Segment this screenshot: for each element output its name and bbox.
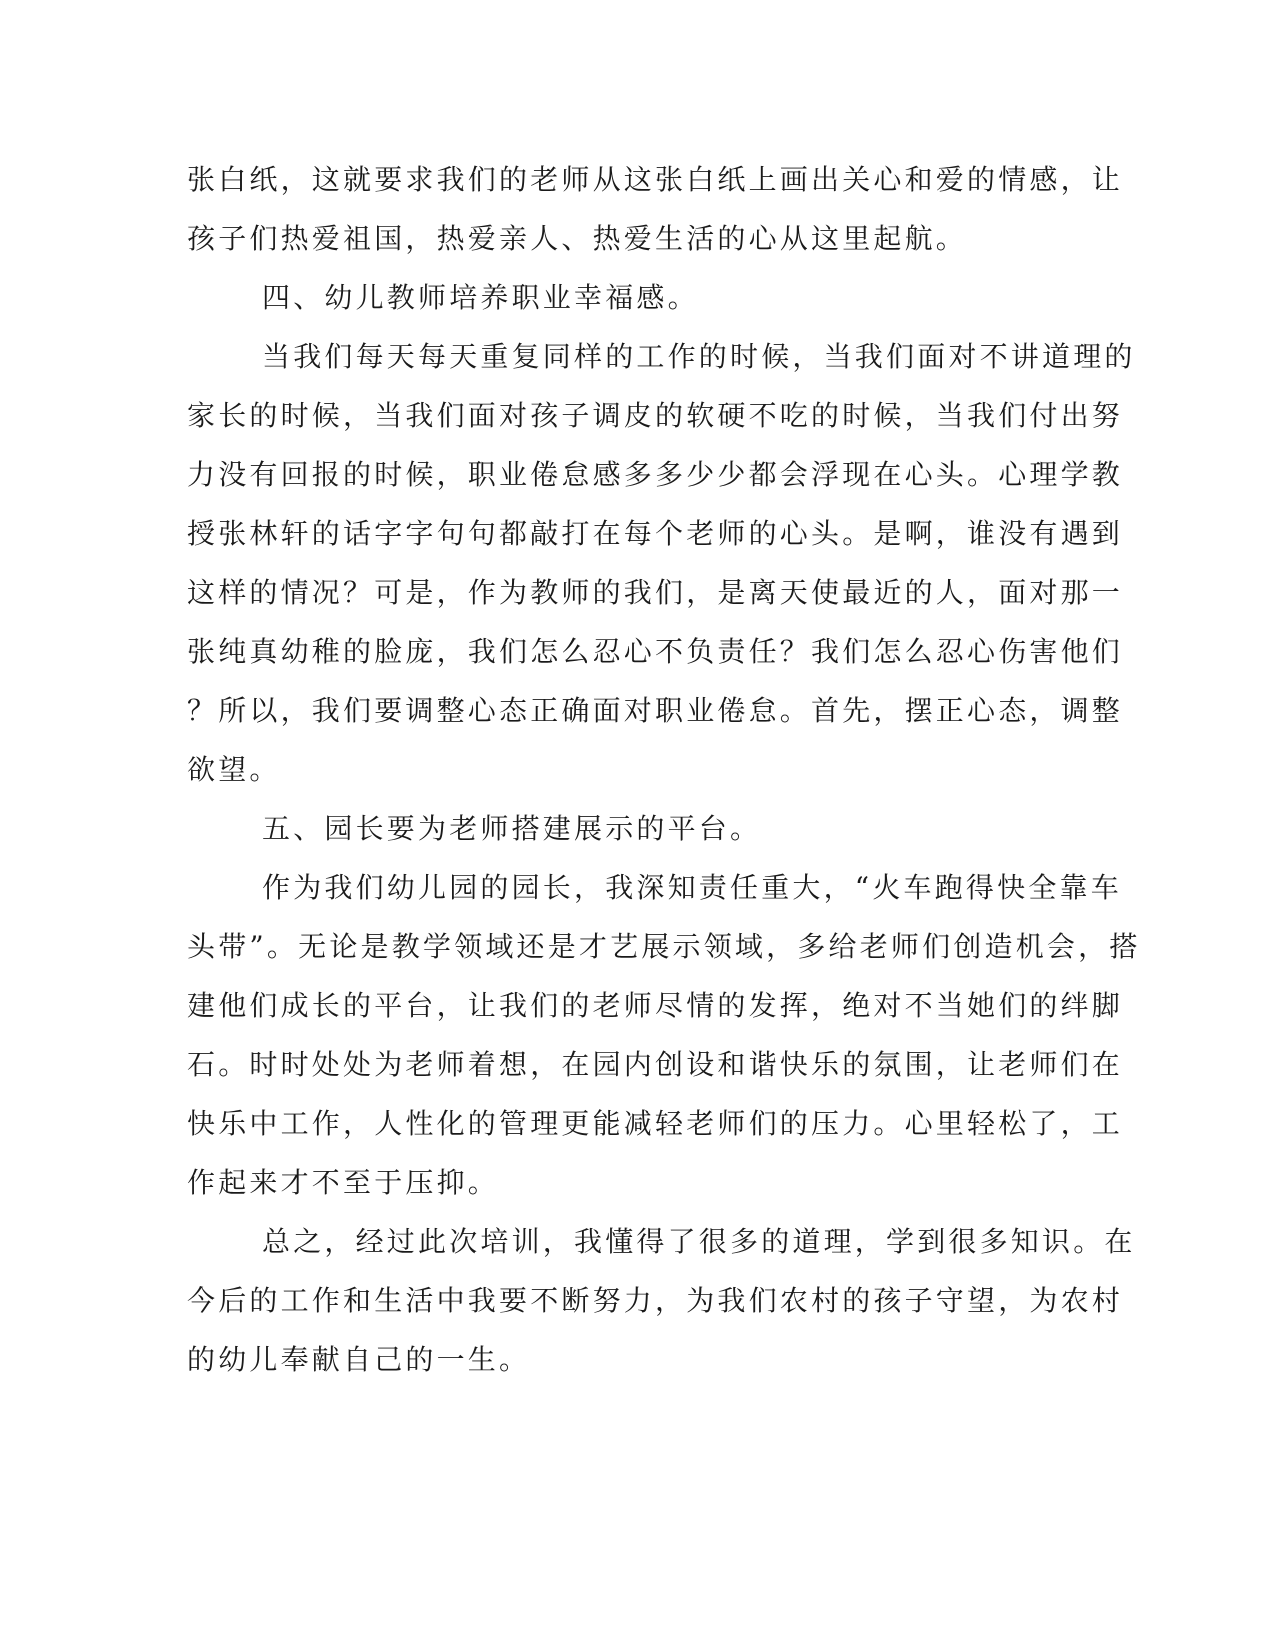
section-heading: 四、幼儿教师培养职业幸福感。	[262, 281, 699, 314]
text-line: 今后的工作和生活中我要不断努力，为我们农村的孩子守望，为农村	[187, 1284, 1124, 1317]
text-line: 家长的时候，当我们面对孩子调皮的软硬不吃的时候，当我们付出努	[187, 399, 1124, 432]
text-line: 欲望。	[187, 753, 281, 786]
text-line: 孩子们热爱祖国，热爱亲人、热爱生活的心从这里起航。	[187, 222, 968, 255]
text-line: 石。时时处处为老师着想，在园内创设和谐快乐的氛围，让老师们在	[187, 1048, 1124, 1081]
text-line: 作起来才不至于压抑。	[187, 1166, 500, 1199]
text-line: 建他们成长的平台，让我们的老师尽情的发挥，绝对不当她们的绊脚	[187, 989, 1124, 1022]
text-line: 的幼儿奉献自己的一生。	[187, 1343, 531, 1376]
text-line: 快乐中工作，人性化的管理更能减轻老师们的压力。心里轻松了，工	[187, 1107, 1124, 1140]
text-line: 头带”。无论是教学领域还是才艺展示领域，多给老师们创造机会，搭	[187, 930, 1141, 963]
text-line: 当我们每天每天重复同样的工作的时候，当我们面对不讲道理的	[262, 340, 1136, 373]
text-line: ？所以，我们要调整心态正确面对职业倦怠。首先，摆正心态，调整	[187, 694, 1124, 727]
text-line: 力没有回报的时候，职业倦怠感多多少少都会浮现在心头。心理学教	[187, 458, 1124, 491]
text-line: 总之，经过此次培训，我懂得了很多的道理，学到很多知识。在	[262, 1225, 1136, 1258]
text-line: 张白纸，这就要求我们的老师从这张白纸上画出关心和爱的情感，让	[187, 163, 1124, 196]
text-line: 作为我们幼儿园的园长，我深知责任重大，“火车跑得快全靠车	[262, 871, 1122, 904]
text-line: 张纯真幼稚的脸庞，我们怎么忍心不负责任？我们怎么忍心伤害他们	[187, 635, 1124, 668]
text-line: 这样的情况？可是，作为教师的我们，是离天使最近的人，面对那一	[187, 576, 1124, 609]
section-heading: 五、园长要为老师搭建展示的平台。	[262, 812, 762, 845]
text-line: 授张林轩的话字字句句都敲打在每个老师的心头。是啊，谁没有遇到	[187, 517, 1124, 550]
